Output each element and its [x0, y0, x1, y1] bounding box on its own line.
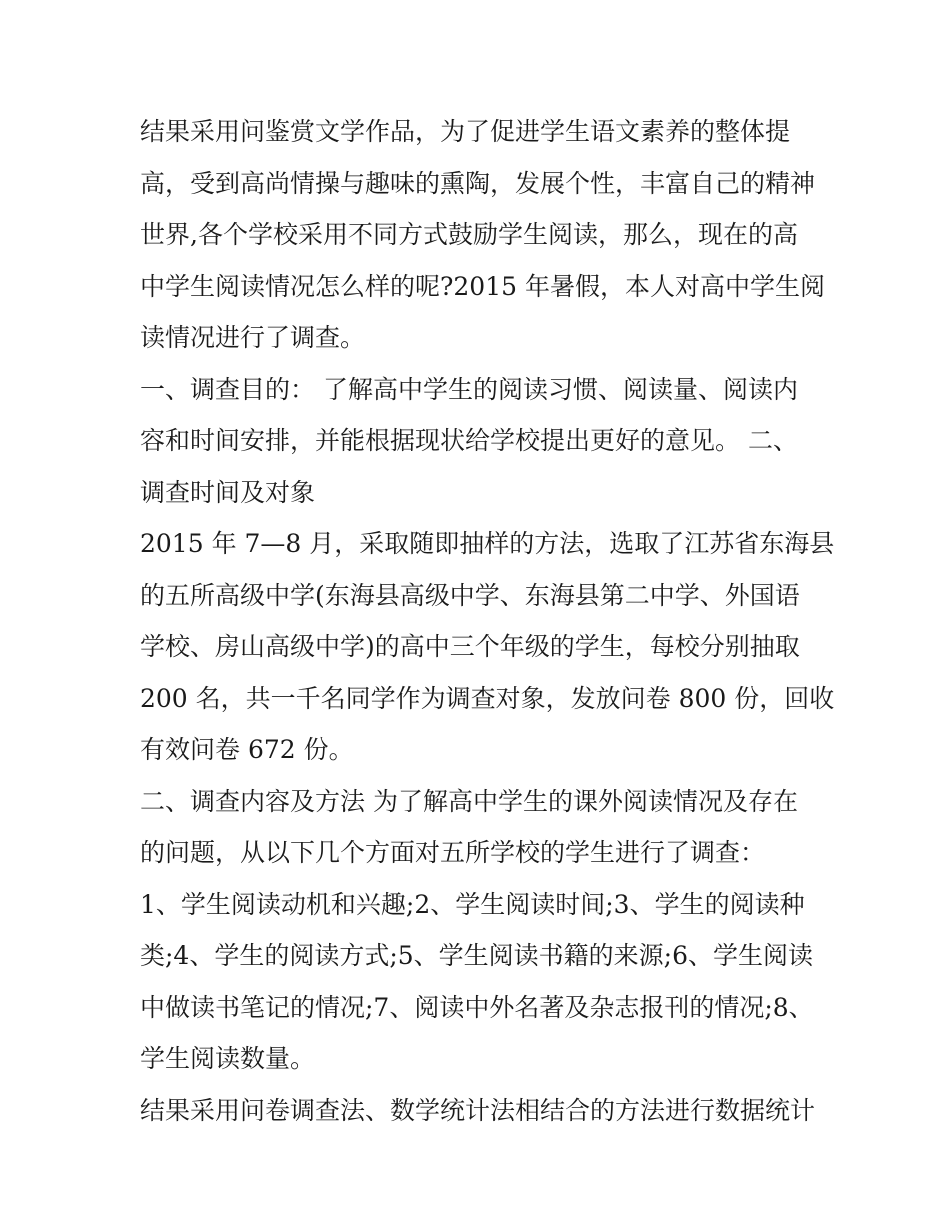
- text-line: 学生阅读数量。: [140, 1044, 316, 1073]
- text-line: 有效问卷 672 份。: [140, 735, 354, 764]
- text-line: 结果采用问卷调查法、数学统计法相结合的方法进行数据统计: [140, 1095, 816, 1125]
- text-line: 高，受到高尚情操与趣味的熏陶，发展个性，丰富自己的精神: [140, 168, 816, 198]
- text-line: 二、调查内容及方法 为了解高中学生的课外阅读情况及存在: [140, 786, 798, 816]
- text-line: 的问题，从以下几个方面对五所学校的学生进行了调查：: [140, 838, 766, 867]
- text-line: 容和时间安排，并能根据现状给学校提出更好的意见。 二、: [140, 426, 798, 455]
- text-line: 中学生阅读情况怎么样的呢?2015 年暑假，本人对高中学生阅: [140, 271, 825, 301]
- text-line: 一、调查目的： 了解高中学生的阅读习惯、阅读量、阅读内: [140, 374, 798, 404]
- text-line: 学校、房山高级中学)的高中三个年级的学生，每校分别抽取: [140, 632, 800, 661]
- text-line: 2015 年 7—8 月，采取随即抽样的方法，选取了江苏省东海县: [140, 529, 835, 558]
- text-line: 调查时间及对象: [140, 477, 316, 507]
- text-line: 类;4、学生的阅读方式;5、学生阅读书籍的来源;6、学生阅读: [140, 941, 813, 970]
- text-line: 读情况进行了调查。: [140, 323, 366, 352]
- text-line: 1、学生阅读动机和兴趣;2、学生阅读时间;3、学生的阅读种: [140, 889, 805, 919]
- text-line: 的五所高级中学(东海县高级中学、东海县第二中学、外国语: [140, 580, 800, 610]
- text-line: 中做读书笔记的情况;7、阅读中外名著及杂志报刊的情况;8、: [140, 992, 814, 1022]
- body-text: [140, 106, 835, 1136]
- text-line: 世界,各个学校采用不同方式鼓励学生阅读，那么，现在的高: [140, 220, 798, 249]
- text-line: 结果采用问鉴赏文学作品，为了促进学生语文素养的整体提: [140, 117, 791, 146]
- text-line: 200 名，共一千名同学作为调查对象，发放问卷 800 份，回收: [140, 683, 835, 713]
